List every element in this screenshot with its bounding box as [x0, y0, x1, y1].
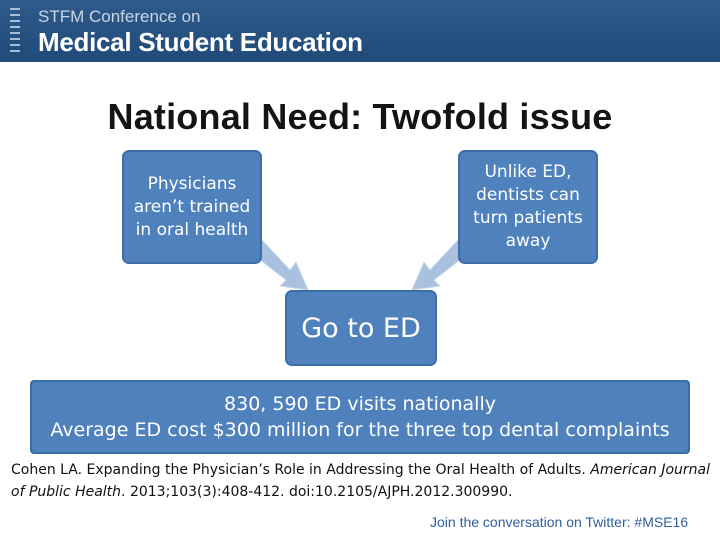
- slide-title: National Need: Twofold issue: [107, 96, 613, 137]
- result-text: Go to ED: [301, 312, 421, 344]
- cause-physicians-box: [122, 150, 262, 264]
- cause-physicians-text: Physicians aren’t trained in oral health: [133, 173, 251, 240]
- ed-visits-text: 830, 590 ED visits nationally: [224, 393, 496, 415]
- citation: [11, 459, 711, 503]
- cause-dentists-box: [458, 150, 598, 264]
- ed-cost-text: Average ED cost $300 million for the three top dental complaints: [50, 419, 670, 441]
- twitter-footer: Join the conversation on Twitter: #MSE16: [430, 514, 689, 530]
- statistics-box: [30, 380, 690, 454]
- conference-name: Medical Student Education: [38, 27, 363, 57]
- result-box: [285, 290, 437, 366]
- citation-journal: American Journal of Public Health: [11, 462, 710, 500]
- conference-label: STFM Conference on: [38, 7, 201, 26]
- citation-details: . 2013;103(3):408-412. doi:10.2105/AJPH.2012.300990.: [121, 484, 513, 500]
- cause-dentists-text: Unlike ED, dentists can turn patients away: [473, 162, 583, 251]
- citation-authors: Cohen LA. Expanding the Physician’s Role in Addressing the Oral Health of Adults.: [11, 462, 591, 478]
